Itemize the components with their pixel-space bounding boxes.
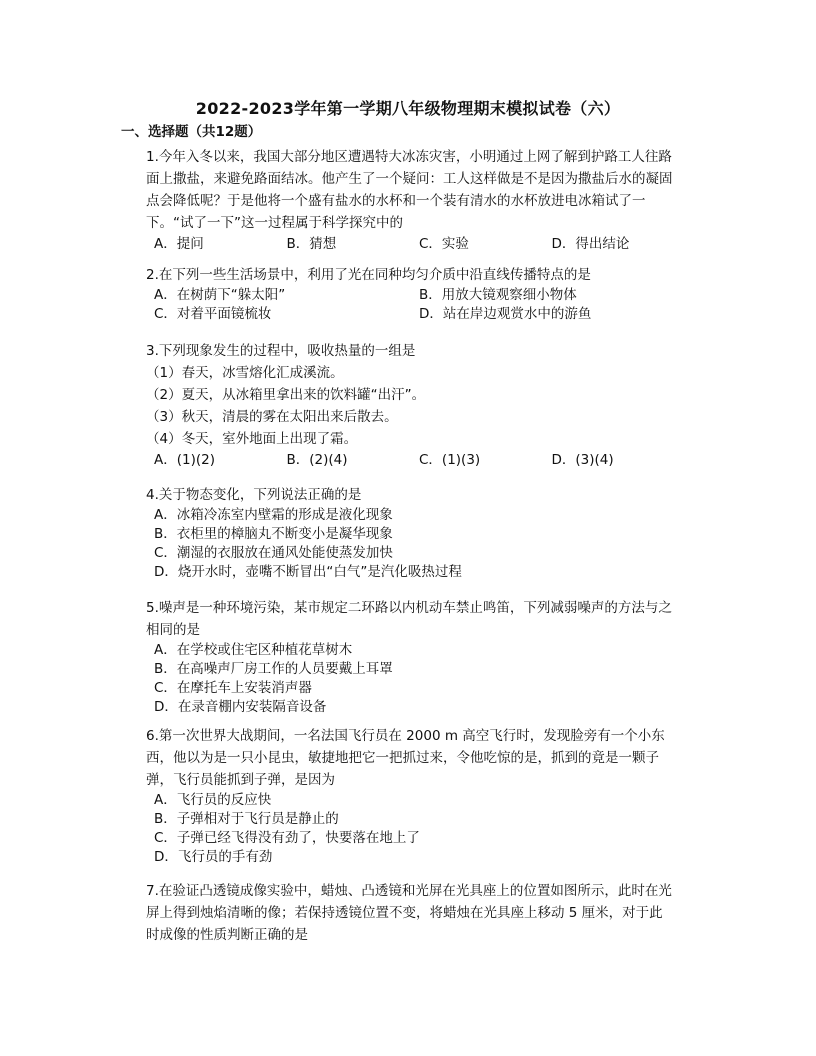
sub-item-4: （4）冬天，室外地面上出现了霜。	[146, 431, 358, 447]
option-d: D．飞行员的手有劲	[154, 849, 273, 865]
options-row	[146, 305, 676, 324]
option-c: C．(1)(3)	[419, 452, 481, 468]
question-3	[146, 340, 676, 471]
option-c: C．实验	[419, 236, 469, 252]
option-b: B．在高噪声厂房工作的人员要戴上耳罩	[154, 661, 393, 677]
option-c: C．在摩托车上安装消声器	[154, 680, 312, 696]
option-b: B．子弹相对于飞行员是静止的	[154, 811, 339, 827]
options-row	[146, 286, 676, 305]
option-d: D．得出结论	[551, 236, 630, 252]
question-stem: 1.今年入冬以来，我国大部分地区遭遇特大冰冻灾害，小明通过上网了解到护路工人往路面上撒盐，来避免路面结冰。他产生了一个疑问：工人这样做是不是因为撒盐后水的凝固点会降低呢？于是他将一个盛有盐水的水杯和一个装有清水的水杯放进电冰箱试了一下。“试了一下”这一过程属于科学探究中的	[146, 149, 673, 231]
question-stem: 2.在下列一些生活场景中，利用了光在同种均匀介质中沿直线传播特点的是	[146, 267, 591, 283]
option-d: D．(3)(4)	[551, 452, 614, 468]
option-a: A．在学校或住宅区种植花草树木	[154, 642, 353, 658]
question-2	[146, 264, 676, 324]
option-d: D．烧开水时，壶嘴不断冒出“白气”是汽化吸热过程	[154, 564, 462, 580]
question-6	[146, 725, 676, 867]
question-stem: 3.下列现象发生的过程中，吸收热量的一组是	[146, 343, 416, 359]
option-a: A．在树荫下“躲太阳”	[154, 287, 286, 303]
question-5	[146, 597, 676, 717]
page-title: 2022-2023学年第一学期八年级物理期末模拟试卷（六）	[195, 99, 621, 118]
question-stem: 5.噪声是一种环境污染，某市规定二环路以内机动车禁止鸣笛，下列减弱噪声的方法与之相同的是	[146, 600, 672, 638]
option-c: C．潮湿的衣服放在通风处能使蒸发加快	[154, 545, 393, 561]
option-a: A．冰箱冷冻室内壁霜的形成是液化现象	[154, 507, 393, 523]
question-stem: 4.关于物态变化，下列说法正确的是	[146, 487, 362, 503]
question-stem: 6.第一次世界大战期间，一名法国飞行员在 2000 m 高空飞行时，发现脸旁有一个小东西，他以为是一只小昆虫，敏捷地把它一把抓过来，令他吃惊的是，抓到的竟是一颗子弹，飞行员能抓到子弹，是因为	[146, 728, 665, 788]
sub-item-2: （2）夏天，从冰箱里拿出来的饮料罐“出汗”。	[146, 387, 426, 403]
option-b: B．猜想	[286, 236, 337, 252]
options-row	[146, 234, 676, 255]
sub-item-1: （1）春天，冰雪熔化汇成溪流。	[146, 365, 344, 381]
option-b: B．衣柜里的樟脑丸不断变小是凝华现象	[154, 526, 393, 542]
option-b: B．用放大镜观察细小物体	[419, 287, 577, 303]
option-a: A．提问	[154, 236, 204, 252]
option-c: C．对着平面镜梳妆	[154, 306, 272, 322]
option-d: D．在录音棚内安装隔音设备	[154, 699, 327, 715]
option-a: A．飞行员的反应快	[154, 792, 272, 808]
option-a: A．(1)(2)	[154, 452, 215, 468]
options-row	[146, 450, 676, 471]
question-7	[146, 880, 676, 946]
option-c: C．子弹已经飞得没有劲了，快要落在地上了	[154, 830, 420, 846]
question-1	[146, 146, 676, 255]
option-d: D．站在岸边观赏水中的游鱼	[419, 306, 592, 322]
section-heading: 一、选择题（共12题）	[121, 124, 262, 140]
question-stem: 7.在验证凸透镜成像实验中，蜡烛、凸透镜和光屏在光具座上的位置如图所示，此时在光屏上得到烛焰清晰的像；若保持透镜位置不变，将蜡烛在光具座上移动 5 厘米，对于此时成像的性质判断正确的是	[146, 883, 672, 943]
sub-item-3: （3）秋天，清晨的雾在太阳出来后散去。	[146, 409, 398, 425]
question-4	[146, 484, 676, 582]
option-b: B．(2)(4)	[286, 452, 348, 468]
